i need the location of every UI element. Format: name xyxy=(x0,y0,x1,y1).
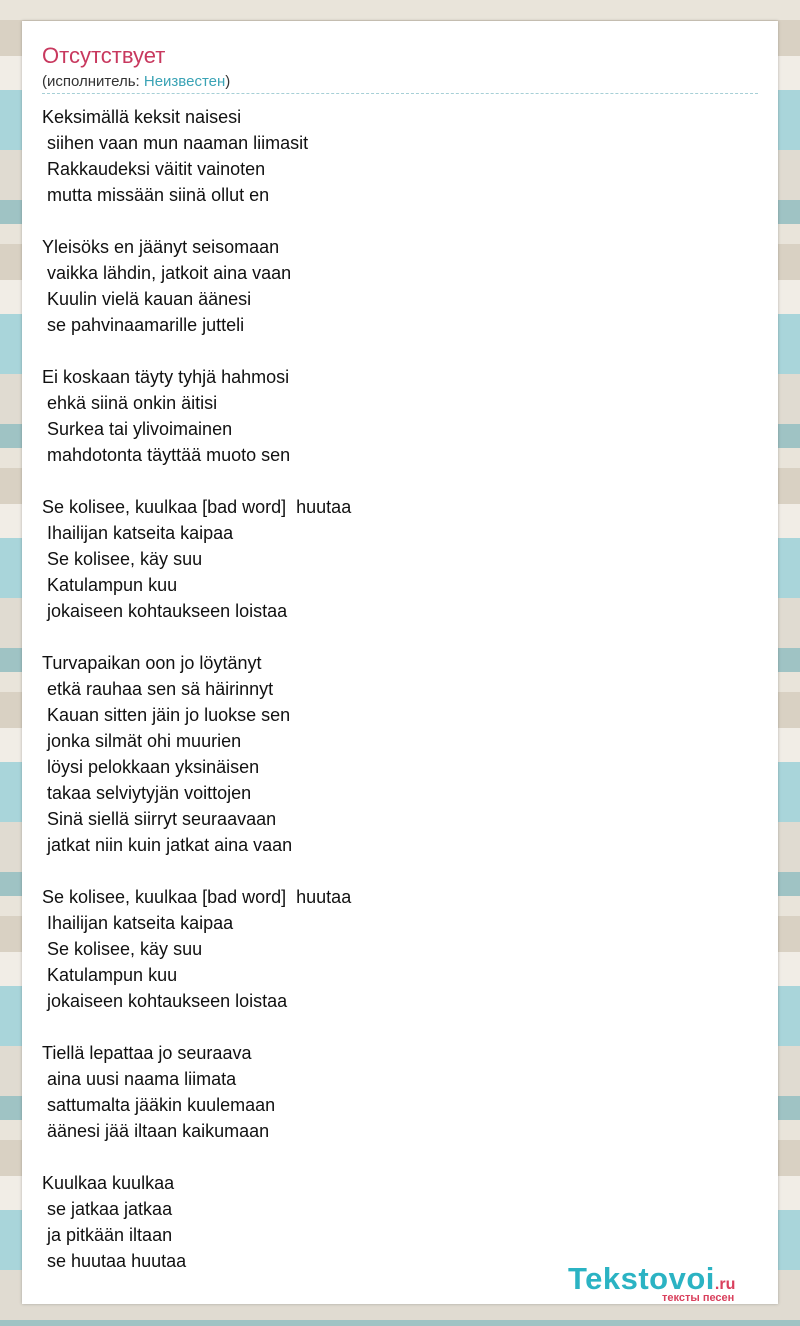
lyric-line: jonka silmät ohi muurien xyxy=(42,731,242,751)
lyric-line: Se kolisee, käy suu xyxy=(42,939,203,959)
lyric-line: etkä rauhaa sen sä häirinnyt xyxy=(42,679,274,699)
lyric-line: Kuulin vielä kauan äänesi xyxy=(42,289,252,309)
lyric-line: Sinä siellä siirryt seuraavaan xyxy=(42,809,277,829)
lyrics-text xyxy=(42,104,742,1274)
lyric-line xyxy=(42,858,742,884)
artist-suffix: ) xyxy=(225,73,231,90)
divider xyxy=(42,93,758,94)
lyric-line: sattumalta jääkin kuulemaan xyxy=(42,1095,276,1115)
lyric-line: Turvapaikan oon jo löytänyt xyxy=(42,653,262,673)
lyric-line: jokaiseen kohtaukseen loistaa xyxy=(42,601,288,621)
lyric-line: jatkat niin kuin jatkat aina vaan xyxy=(42,835,293,855)
lyric-line: vaikka lähdin, jatkoit aina vaan xyxy=(42,263,292,283)
lyric-line: Rakkaudeksi väitit vainoten xyxy=(42,159,266,179)
lyric-line: ehkä siinä onkin äitisi xyxy=(42,393,218,413)
artist-link[interactable]: Неизвестен xyxy=(143,73,226,90)
site-logo[interactable] xyxy=(568,1262,778,1306)
lyric-line: Kuulkaa kuulkaa xyxy=(42,1173,175,1193)
logo-tagline: тексты песен xyxy=(662,1292,735,1304)
lyric-line: se jatkaa jatkaa xyxy=(42,1199,173,1219)
lyric-line xyxy=(42,1014,742,1040)
lyric-line: Se kolisee, käy suu xyxy=(42,549,203,569)
lyric-line: Keksimällä keksit naisesi xyxy=(42,107,242,127)
lyric-line: Katulampun kuu xyxy=(42,575,178,595)
lyric-line: Se kolisee, kuulkaa [bad word] huutaa xyxy=(42,497,352,517)
lyric-line: aina uusi naama liimata xyxy=(42,1069,237,1089)
lyric-line: mahdotonta täyttää muoto sen xyxy=(42,445,291,465)
lyric-line: Ei koskaan täyty tyhjä hahmosi xyxy=(42,367,290,387)
lyric-line: takaa selviytyjän voittojen xyxy=(42,783,252,803)
lyric-line: Surkea tai ylivoimainen xyxy=(42,419,233,439)
artist-line xyxy=(42,73,230,91)
lyric-line: Yleisöks en jäänyt seisomaan xyxy=(42,237,280,257)
lyric-line xyxy=(42,468,742,494)
lyric-line: Ihailijan katseita kaipaa xyxy=(42,523,234,543)
artist-prefix: (исполнитель: xyxy=(42,73,144,90)
lyric-line xyxy=(42,1144,742,1170)
lyric-line: Ihailijan katseita kaipaa xyxy=(42,913,234,933)
lyric-line xyxy=(42,338,742,364)
lyric-line: se pahvinaamarille jutteli xyxy=(42,315,245,335)
lyric-line: Kauan sitten jäin jo luokse sen xyxy=(42,705,291,725)
lyric-line: jokaiseen kohtaukseen loistaa xyxy=(42,991,288,1011)
logo-tld: .ru xyxy=(714,1276,736,1293)
lyrics-card xyxy=(22,21,778,1304)
lyric-line: ja pitkään iltaan xyxy=(42,1225,173,1245)
logo-name: Tekstovoi xyxy=(568,1261,715,1296)
lyric-line xyxy=(42,624,742,650)
lyric-line: äänesi jää iltaan kaikumaan xyxy=(42,1121,270,1141)
lyric-line: löysi pelokkaan yksinäisen xyxy=(42,757,260,777)
lyric-line: Se kolisee, kuulkaa [bad word] huutaa xyxy=(42,887,352,907)
lyric-line: se huutaa huutaa xyxy=(42,1251,187,1271)
lyric-line: Tiellä lepattaa jo seuraava xyxy=(42,1043,252,1063)
lyric-line xyxy=(42,208,742,234)
lyric-line: mutta missään siinä ollut en xyxy=(42,185,270,205)
lyric-line: siihen vaan mun naaman liimasit xyxy=(42,133,309,153)
lyric-line: Katulampun kuu xyxy=(42,965,178,985)
song-title: Отсутствует xyxy=(42,43,166,68)
